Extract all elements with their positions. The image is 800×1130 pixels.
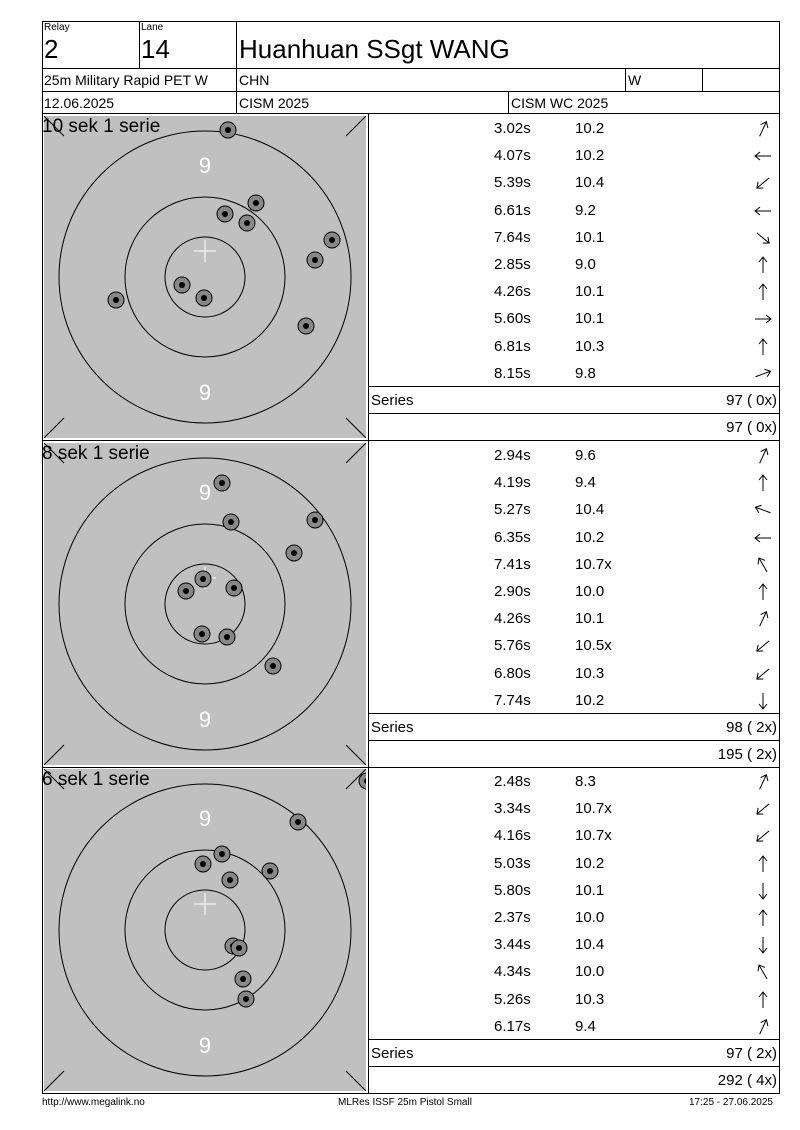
shot-hole bbox=[108, 292, 124, 308]
shot-score: 10.4 bbox=[575, 936, 605, 954]
shot-time: 4.34s bbox=[494, 963, 531, 981]
shot-hole bbox=[238, 991, 254, 1007]
direction-arrow-icon bbox=[752, 256, 774, 274]
series-label: Series bbox=[371, 719, 414, 736]
direction-arrow-icon bbox=[752, 610, 774, 628]
shot-hole bbox=[214, 846, 230, 862]
cumulative-row-line bbox=[368, 413, 780, 414]
direction-arrow-icon bbox=[752, 147, 774, 165]
target-2 bbox=[44, 443, 366, 765]
shot-hole bbox=[194, 626, 210, 642]
direction-arrow-icon bbox=[752, 637, 774, 655]
shot-time: 5.60s bbox=[494, 310, 531, 328]
shot-time: 5.03s bbox=[494, 854, 531, 872]
shot-hole bbox=[219, 629, 235, 645]
event-name: 25m Military Rapid PET W bbox=[44, 72, 208, 88]
direction-arrow-icon bbox=[752, 229, 774, 247]
series-divider bbox=[368, 441, 369, 768]
shot-hole bbox=[195, 571, 211, 587]
direction-arrow-icon bbox=[752, 855, 774, 873]
direction-arrow-icon bbox=[752, 692, 774, 710]
shot-hole bbox=[220, 122, 236, 138]
shot-score: 10.1 bbox=[575, 283, 605, 301]
shot-hole bbox=[324, 232, 340, 248]
series-total: 97 ( 2x) bbox=[726, 1045, 777, 1062]
shot-time: 3.02s bbox=[494, 120, 531, 137]
shot-hole bbox=[223, 514, 239, 530]
shot-hole bbox=[265, 658, 281, 674]
direction-arrow-icon bbox=[752, 174, 774, 192]
direction-arrow-icon bbox=[752, 365, 774, 383]
shot-score: 10.7x bbox=[575, 827, 612, 845]
shot-score: 10.1 bbox=[575, 881, 605, 899]
target-1 bbox=[44, 116, 366, 438]
direction-arrow-icon bbox=[752, 665, 774, 683]
shot-time: 4.26s bbox=[494, 283, 531, 301]
shot-score: 8.3 bbox=[575, 773, 596, 790]
direction-arrow-icon bbox=[752, 283, 774, 301]
direction-arrow-icon bbox=[752, 1018, 774, 1036]
shot-score: 9.2 bbox=[575, 201, 596, 219]
direction-arrow-icon bbox=[752, 474, 774, 492]
shot-time: 5.39s bbox=[494, 174, 531, 192]
shot-hole bbox=[214, 475, 230, 491]
series-block-bottom bbox=[42, 1093, 780, 1094]
series-row-line bbox=[368, 386, 780, 387]
direction-arrow-icon bbox=[752, 882, 774, 900]
ring-label: 9 bbox=[198, 480, 212, 505]
shot-time: 7.41s bbox=[494, 555, 531, 573]
series-title: 6 sek 1 serie bbox=[42, 769, 150, 790]
series-divider bbox=[368, 767, 369, 1094]
shot-hole bbox=[307, 252, 323, 268]
shot-score: 10.0 bbox=[575, 963, 605, 981]
ring-label: 9 bbox=[198, 380, 212, 405]
shot-time: 6.81s bbox=[494, 337, 531, 355]
shot-hole bbox=[235, 971, 251, 987]
cumulative-row-line bbox=[368, 740, 780, 741]
series-total: 97 ( 0x) bbox=[726, 392, 777, 409]
shot-time: 7.74s bbox=[494, 691, 531, 709]
shot-score: 10.0 bbox=[575, 583, 605, 600]
shot-hole bbox=[290, 814, 306, 830]
series-row-line bbox=[368, 713, 780, 714]
series-label: Series bbox=[371, 1045, 414, 1062]
shot-score: 10.4 bbox=[575, 174, 605, 192]
direction-arrow-icon bbox=[752, 338, 774, 356]
shot-time: 4.19s bbox=[494, 474, 531, 492]
shot-score: 10.3 bbox=[575, 990, 605, 1008]
direction-arrow-icon bbox=[752, 556, 774, 574]
shot-hole bbox=[231, 940, 247, 956]
shot-score: 10.2 bbox=[575, 147, 605, 165]
shot-score: 9.4 bbox=[575, 474, 596, 492]
direction-arrow-icon bbox=[752, 827, 774, 845]
shot-time: 2.37s bbox=[494, 909, 531, 926]
shot-score: 10.2 bbox=[575, 691, 605, 709]
shot-score: 9.4 bbox=[575, 1017, 596, 1035]
shot-time: 4.16s bbox=[494, 827, 531, 845]
shot-score: 10.3 bbox=[575, 337, 605, 355]
shot-hole bbox=[217, 206, 233, 222]
shot-hole bbox=[298, 318, 314, 334]
shot-hole bbox=[248, 195, 264, 211]
shot-time: 5.76s bbox=[494, 637, 531, 655]
series-title: 10 sek 1 serie bbox=[42, 116, 161, 137]
shot-time: 3.44s bbox=[494, 936, 531, 954]
target-face bbox=[44, 443, 366, 765]
shot-time: 6.17s bbox=[494, 1017, 531, 1035]
shot-time: 7.64s bbox=[494, 228, 531, 246]
ring-label: 9 bbox=[198, 806, 212, 831]
shot-time: 3.34s bbox=[494, 800, 531, 818]
athlete-name: Huanhuan SSgt WANG bbox=[239, 34, 510, 64]
shot-score: 10.2 bbox=[575, 120, 605, 137]
series-block-bottom bbox=[42, 767, 780, 768]
shot-time: 2.48s bbox=[494, 773, 531, 790]
shot-score: 10.2 bbox=[575, 528, 605, 546]
shot-score: 9.8 bbox=[575, 364, 596, 382]
direction-arrow-icon bbox=[752, 583, 774, 601]
championship: CISM WC 2025 bbox=[511, 95, 609, 111]
gender: W bbox=[628, 72, 642, 88]
shot-time: 6.61s bbox=[494, 201, 531, 219]
direction-arrow-icon bbox=[752, 800, 774, 818]
cumulative-row-line bbox=[368, 1066, 780, 1067]
ring-label: 9 bbox=[198, 153, 212, 178]
relay-label: Relay bbox=[44, 22, 70, 33]
shot-hole bbox=[174, 277, 190, 293]
shot-hole bbox=[178, 583, 194, 599]
shot-time: 2.94s bbox=[494, 447, 531, 464]
ring-label: 9 bbox=[198, 1033, 212, 1058]
series-divider bbox=[368, 114, 369, 441]
series-row-line bbox=[368, 1039, 780, 1040]
shot-score: 10.3 bbox=[575, 664, 605, 682]
shot-hole bbox=[307, 512, 323, 528]
shot-time: 5.26s bbox=[494, 990, 531, 1008]
direction-arrow-icon bbox=[752, 909, 774, 927]
direction-arrow-icon bbox=[752, 447, 774, 465]
shot-time: 2.85s bbox=[494, 256, 531, 273]
cumulative-total: 292 ( 4x) bbox=[717, 1072, 777, 1089]
shot-time: 4.26s bbox=[494, 610, 531, 628]
footer-url[interactable]: http://www.megalink.no bbox=[42, 1097, 145, 1108]
direction-arrow-icon bbox=[752, 501, 774, 519]
direction-arrow-icon bbox=[752, 773, 774, 791]
shot-time: 4.07s bbox=[494, 147, 531, 165]
direction-arrow-icon bbox=[752, 120, 774, 138]
nation: CHN bbox=[239, 72, 270, 88]
shot-hole bbox=[239, 215, 255, 231]
shot-score: 10.0 bbox=[575, 909, 605, 926]
series-label: Series bbox=[371, 392, 414, 409]
target-3 bbox=[44, 769, 366, 1091]
date: 12.06.2025 bbox=[44, 95, 115, 111]
shot-score: 10.7x bbox=[575, 555, 612, 573]
series-title: 8 sek 1 serie bbox=[42, 443, 150, 464]
shot-time: 8.15s bbox=[494, 364, 531, 382]
shot-hole bbox=[195, 856, 211, 872]
shot-time: 2.90s bbox=[494, 583, 531, 600]
shot-time: 5.80s bbox=[494, 881, 531, 899]
competition: CISM 2025 bbox=[239, 95, 310, 111]
ring-label: 9 bbox=[198, 707, 212, 732]
target-face bbox=[44, 116, 366, 438]
direction-arrow-icon bbox=[752, 529, 774, 547]
direction-arrow-icon bbox=[752, 936, 774, 954]
footer-software: MLRes ISSF 25m Pistol Small bbox=[338, 1097, 472, 1108]
cumulative-total: 97 ( 0x) bbox=[726, 419, 777, 436]
shot-score: 10.7x bbox=[575, 800, 612, 818]
direction-arrow-icon bbox=[752, 202, 774, 220]
lane-label: Lane bbox=[141, 22, 164, 33]
shot-time: 5.27s bbox=[494, 501, 531, 519]
shot-score: 10.2 bbox=[575, 854, 605, 872]
shot-score: 10.1 bbox=[575, 228, 605, 246]
cumulative-total: 195 ( 2x) bbox=[717, 746, 777, 763]
direction-arrow-icon bbox=[752, 963, 774, 981]
shot-score: 10.4 bbox=[575, 501, 605, 519]
series-block-bottom bbox=[42, 440, 780, 441]
shot-hole bbox=[286, 545, 302, 561]
shot-score: 9.0 bbox=[575, 256, 596, 273]
direction-arrow-icon bbox=[752, 991, 774, 1009]
series-total: 98 ( 2x) bbox=[726, 719, 777, 736]
shot-hole bbox=[226, 580, 242, 596]
shot-score: 10.5x bbox=[575, 637, 612, 655]
shot-hole bbox=[262, 863, 278, 879]
relay-value: 2 bbox=[44, 34, 59, 64]
lane-value: 14 bbox=[141, 34, 170, 64]
shot-score: 9.6 bbox=[575, 447, 596, 464]
target-face bbox=[44, 769, 366, 1091]
shot-time: 6.80s bbox=[494, 664, 531, 682]
shot-score: 10.1 bbox=[575, 610, 605, 628]
shot-time: 6.35s bbox=[494, 528, 531, 546]
shot-hole bbox=[196, 290, 212, 306]
shot-score: 10.1 bbox=[575, 310, 605, 328]
shot-hole bbox=[222, 872, 238, 888]
footer-timestamp: 17:25 - 27.06.2025 bbox=[689, 1097, 773, 1108]
direction-arrow-icon bbox=[752, 310, 774, 328]
